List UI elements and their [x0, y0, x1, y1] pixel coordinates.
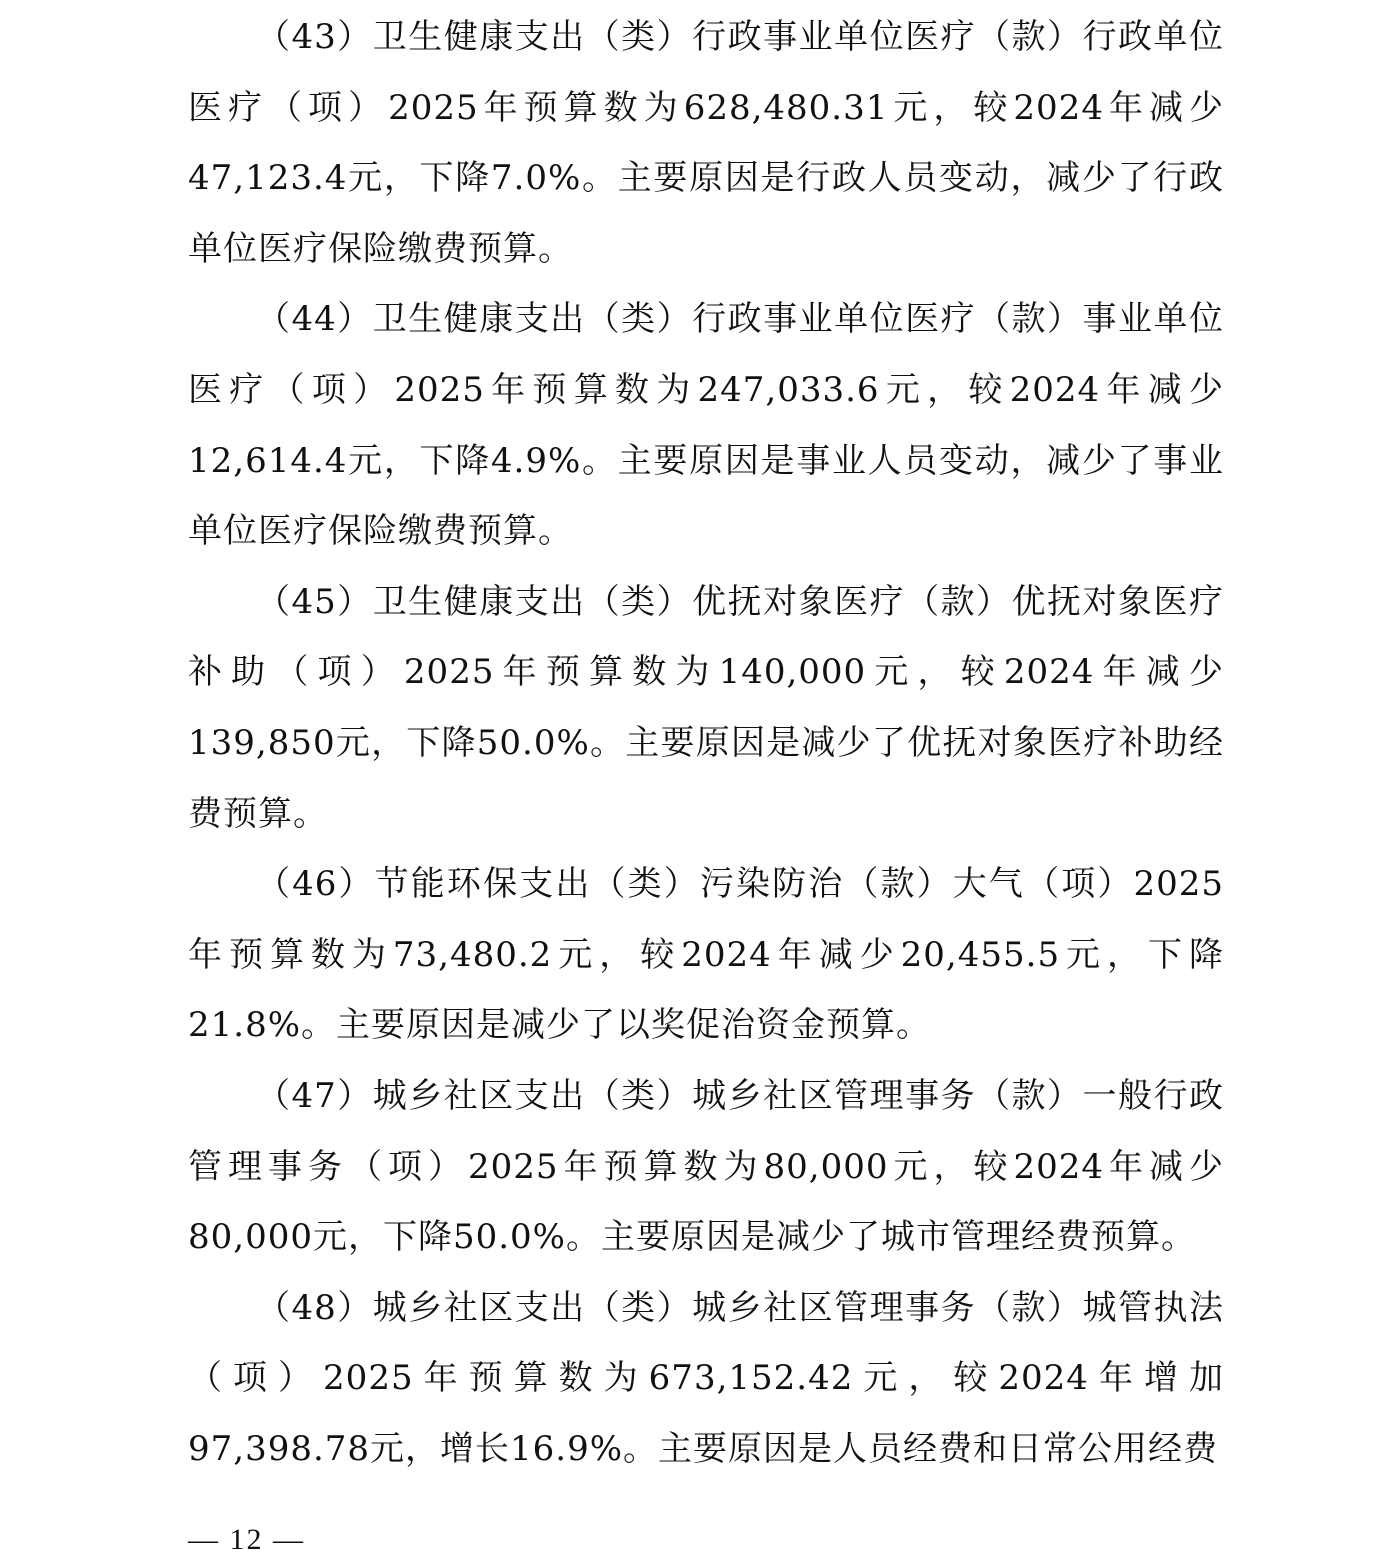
document-body — [188, 2, 1224, 1484]
page-number: — 12 — — [188, 1523, 305, 1556]
paragraph-48: （48）城乡社区支出（类）城乡社区管理事务（款）城管执法（项）2025年预算数为673,152.42元，较2024年增加97,398.78元，增长16.9%。主要原因是人员经费和日常公用经费 — [188, 1287, 1224, 1469]
paragraph-45: （45）卫生健康支出（类）优抚对象医疗（款）优抚对象医疗补助（项）2025年预算数为140,000元，较2024年减少139,850元，下降50.0%。主要原因是减少了优抚对象医疗补助经费预算。 — [188, 581, 1224, 834]
paragraph-46: （46）节能环保支出（类）污染防治（款）大气（项）2025年预算数为73,480.2元，较2024年减少20,455.5元，下降21.8%。主要原因是减少了以奖促治资金预算。 — [188, 864, 1224, 1046]
paragraph-47: （47）城乡社区支出（类）城乡社区管理事务（款）一般行政管理事务（项）2025年预算数为80,000元，较2024年减少80,000元，下降50.0%。主要原因是减少了城市管理经费预算。 — [188, 1075, 1224, 1258]
paragraph-43: （43）卫生健康支出（类）行政事业单位医疗（款）行政单位医疗（项）2025年预算数为628,480.31元，较2024年减少47,123.4元，下降7.0%。主要原因是行政人员变动，减少了行政单位医疗保险缴费预算。 — [188, 17, 1224, 269]
paragraph-44: （44）卫生健康支出（类）行政事业单位医疗（款）事业单位医疗（项）2025年预算数为247,033.6元，较2024年减少12,614.4元，下降4.9%。主要原因是事业人员变动，减少了事业单位医疗保险缴费预算。 — [188, 299, 1224, 552]
